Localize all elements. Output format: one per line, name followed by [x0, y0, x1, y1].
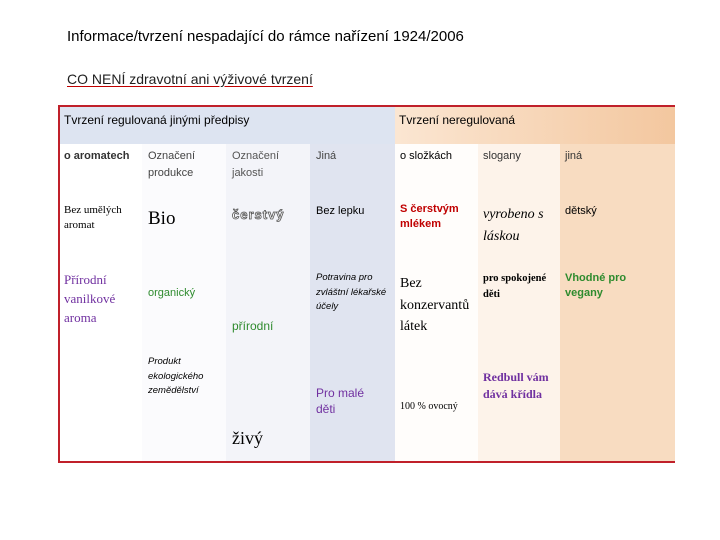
- claim-eco-product: Produkt ekologického zemědělství: [148, 356, 204, 397]
- claim-live: živý: [232, 428, 263, 448]
- claim-no-artificial-aroma: Bez umělých aromat: [64, 204, 122, 232]
- claim-fruit-100: 100 % ovocný: [400, 401, 458, 412]
- claim-fresh: čerstvý: [232, 207, 285, 222]
- claim-organic: organický: [148, 287, 196, 299]
- claim-gluten-free: Bez lepku: [316, 205, 365, 217]
- claim-redbull: Redbull vám dává křídla: [483, 370, 549, 402]
- claim-childrens: dětský: [565, 205, 597, 217]
- page-subtitle: CO NENÍ zdravotní ani výživové tvrzení: [67, 71, 313, 87]
- subheader-slogans: slogany: [483, 150, 521, 162]
- column-other-unregulated: [560, 144, 675, 461]
- claim-bio: Bio: [148, 208, 176, 229]
- subheader-other-unregulated: jiná: [565, 150, 583, 162]
- claim-fresh-milk: S čerstvým mlékem: [400, 203, 459, 230]
- subheader-production: Označení produkce: [148, 150, 196, 179]
- subheader-quality: Označení jakosti: [232, 150, 280, 179]
- column-production: [142, 144, 226, 461]
- claim-small-children: Pro malé děti: [316, 386, 365, 417]
- column-quality: [226, 144, 310, 461]
- header-unregulated: Tvrzení neregulovaná: [395, 107, 675, 144]
- claim-no-preservatives: Bez konzervantů látek: [400, 276, 470, 335]
- claim-made-with-love: vyrobeno s láskou: [483, 207, 544, 245]
- subheader-other: Jiná: [316, 150, 337, 162]
- claim-natural-vanilla: Přírodní vanilkové aroma: [64, 272, 116, 325]
- claim-medical-food: Potravina pro zvláštní lékařské účely: [316, 272, 387, 313]
- subheader-aromas: o aromatech: [64, 150, 130, 162]
- claims-table: [58, 105, 675, 463]
- claim-vegan: Vhodné pro vegany: [565, 272, 627, 299]
- claim-natural: přírodní: [232, 319, 274, 333]
- claim-happy-children: pro spokojené děti: [483, 273, 547, 301]
- subheader-ingredients: o složkách: [400, 150, 452, 162]
- page-title: Informace/tvrzení nespadající do rámce nařízení 1924/2006: [67, 28, 464, 45]
- header-regulated: Tvrzení regulovaná jinými předpisy: [60, 107, 395, 144]
